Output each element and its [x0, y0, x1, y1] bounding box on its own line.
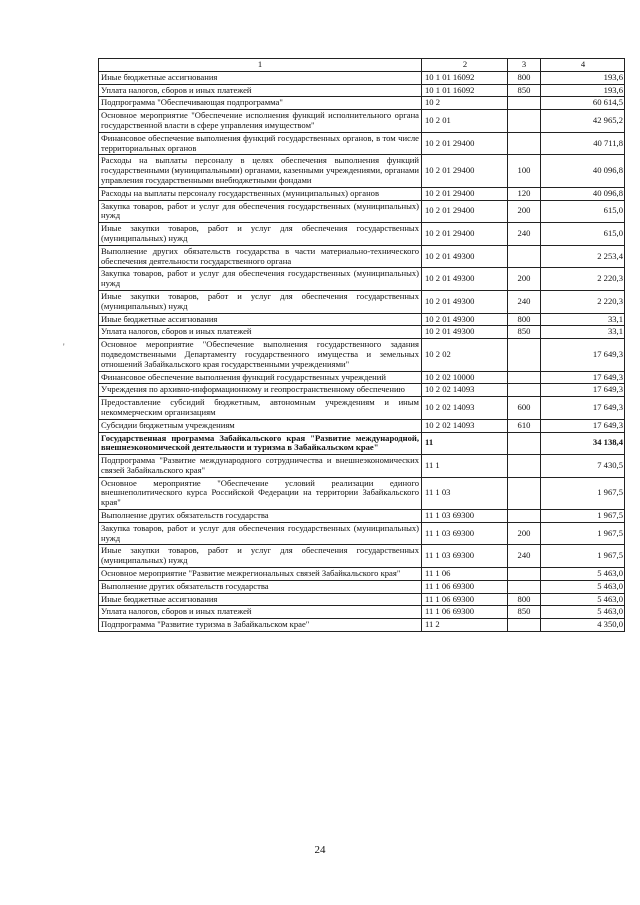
row-code-cell: 10 2 01 — [422, 110, 508, 133]
table-row — [99, 477, 625, 509]
row-sum-cell: 5 463,0 — [541, 568, 625, 581]
row-name-cell: Уплата налогов, сборов и иных платежей — [99, 84, 422, 97]
row-code-cell: 10 2 01 29400 — [422, 187, 508, 200]
row-kvr-cell — [508, 619, 541, 632]
row-name-cell: Выполнение других обязательств государства в части материально-технического обеспечения деятельности государственного органа — [99, 245, 422, 268]
row-kvr-cell — [508, 245, 541, 268]
row-sum-cell: 1 967,5 — [541, 545, 625, 568]
row-kvr-cell: 800 — [508, 593, 541, 606]
row-sum-cell: 5 463,0 — [541, 593, 625, 606]
row-kvr-cell — [508, 568, 541, 581]
table-row — [99, 313, 625, 326]
row-sum-cell: 40 096,8 — [541, 155, 625, 187]
column-header-sum: 4 — [541, 59, 625, 72]
row-code-cell: 11 — [422, 432, 508, 455]
row-name-cell: Иные закупки товаров, работ и услуг для обеспечения государственных (муниципальных) нужд — [99, 290, 422, 313]
row-code-cell: 11 1 06 69300 — [422, 606, 508, 619]
row-sum-cell: 2 220,3 — [541, 268, 625, 291]
row-kvr-cell: 240 — [508, 290, 541, 313]
row-sum-cell: 7 430,5 — [541, 455, 625, 478]
row-kvr-cell: 600 — [508, 397, 541, 420]
row-sum-cell: 17 649,3 — [541, 339, 625, 371]
row-sum-cell: 193,6 — [541, 71, 625, 84]
row-name-cell: Уплата налогов, сборов и иных платежей — [99, 606, 422, 619]
table-row — [99, 568, 625, 581]
row-kvr-cell — [508, 510, 541, 523]
page-number: 24 — [314, 844, 326, 856]
row-name-cell: Расходы на выплаты персоналу в целях обеспечения выполнения функций государственными (муниципальными) органами, казенными учреждениями, органами управления государственными внебюджетными фондами — [99, 155, 422, 187]
row-sum-cell: 33,1 — [541, 313, 625, 326]
row-name-cell: Государственная программа Забайкальского края "Развитие международной, внешнеэкономической деятельности и туризма в Забайкальском крае" — [99, 432, 422, 455]
row-code-cell: 10 1 01 16092 — [422, 84, 508, 97]
table-row — [99, 187, 625, 200]
row-code-cell: 10 2 01 49300 — [422, 290, 508, 313]
row-kvr-cell: 800 — [508, 71, 541, 84]
budget-table — [98, 58, 625, 632]
row-kvr-cell — [508, 110, 541, 133]
table-row — [99, 619, 625, 632]
row-code-cell: 10 2 02 14093 — [422, 397, 508, 420]
table-row — [99, 510, 625, 523]
row-name-cell: Учреждения по архивно-информационному и геопространственному обеспечению — [99, 384, 422, 397]
row-name-cell: Основное мероприятие "Обеспечение исполнения функций исполнительного органа государственной власти в сфере управления имуществом" — [99, 110, 422, 133]
row-kvr-cell: 200 — [508, 268, 541, 291]
row-name-cell: Иные бюджетные ассигнования — [99, 313, 422, 326]
row-sum-cell: 17 649,3 — [541, 371, 625, 384]
margin-mark: ' — [63, 342, 65, 352]
row-code-cell: 10 2 02 14093 — [422, 384, 508, 397]
table-row — [99, 200, 625, 223]
row-code-cell: 11 1 06 69300 — [422, 580, 508, 593]
row-name-cell: Финансовое обеспечение выполнения функций государственных органов, в том числе территориальных органов — [99, 132, 422, 155]
row-name-cell: Уплата налогов, сборов и иных платежей — [99, 326, 422, 339]
row-kvr-cell: 200 — [508, 522, 541, 545]
row-code-cell: 10 2 01 29400 — [422, 132, 508, 155]
row-sum-cell: 17 649,3 — [541, 419, 625, 432]
row-code-cell: 10 2 01 29400 — [422, 223, 508, 246]
row-name-cell: Иные бюджетные ассигнования — [99, 71, 422, 84]
table-header-row — [99, 59, 625, 72]
table-row — [99, 384, 625, 397]
row-name-cell: Выполнение других обязательств государства — [99, 510, 422, 523]
row-sum-cell: 42 965,2 — [541, 110, 625, 133]
row-kvr-cell — [508, 339, 541, 371]
row-kvr-cell: 850 — [508, 606, 541, 619]
row-sum-cell: 615,0 — [541, 200, 625, 223]
table-row — [99, 545, 625, 568]
row-code-cell: 11 1 03 69300 — [422, 522, 508, 545]
row-code-cell: 11 1 03 — [422, 477, 508, 509]
table-row — [99, 110, 625, 133]
row-kvr-cell — [508, 477, 541, 509]
table-row — [99, 339, 625, 371]
row-name-cell: Основное мероприятие "Развитие межрегиональных связей Забайкальского края" — [99, 568, 422, 581]
row-code-cell: 11 1 — [422, 455, 508, 478]
table-row — [99, 371, 625, 384]
row-kvr-cell: 850 — [508, 84, 541, 97]
row-kvr-cell — [508, 132, 541, 155]
row-sum-cell: 60 614,5 — [541, 97, 625, 110]
row-name-cell: Иные закупки товаров, работ и услуг для обеспечения государственных (муниципальных) нужд — [99, 545, 422, 568]
table-row — [99, 432, 625, 455]
row-kvr-cell — [508, 580, 541, 593]
row-name-cell: Подпрограмма "Развитие международного сотрудничества и внешнеэкономических связей Забайкальского края" — [99, 455, 422, 478]
row-name-cell: Основное мероприятие "Обеспечение выполнения государственного задания подведомственными Департаменту государственного имущества и земельных отношений Забайкальского края государственными учреждениями" — [99, 339, 422, 371]
row-code-cell: 10 2 01 49300 — [422, 268, 508, 291]
table-row — [99, 245, 625, 268]
table-row — [99, 419, 625, 432]
row-sum-cell: 40 711,8 — [541, 132, 625, 155]
column-header-name: 1 — [99, 59, 422, 72]
row-kvr-cell: 100 — [508, 155, 541, 187]
table-row — [99, 71, 625, 84]
row-code-cell: 11 1 06 69300 — [422, 593, 508, 606]
table-row — [99, 223, 625, 246]
table-row — [99, 522, 625, 545]
row-code-cell: 10 2 01 49300 — [422, 313, 508, 326]
row-kvr-cell — [508, 371, 541, 384]
row-sum-cell: 2 253,4 — [541, 245, 625, 268]
table-row — [99, 97, 625, 110]
row-code-cell: 11 1 06 — [422, 568, 508, 581]
row-kvr-cell — [508, 455, 541, 478]
row-name-cell: Подпрограмма "Обеспечивающая подпрограмма" — [99, 97, 422, 110]
table-row — [99, 290, 625, 313]
table-row — [99, 397, 625, 420]
table-row — [99, 268, 625, 291]
table-row — [99, 155, 625, 187]
row-kvr-cell — [508, 97, 541, 110]
row-sum-cell: 193,6 — [541, 84, 625, 97]
row-code-cell: 11 2 — [422, 619, 508, 632]
row-sum-cell: 33,1 — [541, 326, 625, 339]
row-kvr-cell — [508, 432, 541, 455]
row-name-cell: Основное мероприятие "Обеспечение условий реализации единого внешнеполитического курса Российской Федерации на территории Забайкальского края" — [99, 477, 422, 509]
row-sum-cell: 5 463,0 — [541, 580, 625, 593]
row-name-cell: Закупка товаров, работ и услуг для обеспечения государственных (муниципальных) нужд — [99, 268, 422, 291]
table-row — [99, 580, 625, 593]
row-sum-cell: 1 967,5 — [541, 510, 625, 523]
row-kvr-cell: 240 — [508, 223, 541, 246]
row-name-cell: Иные закупки товаров, работ и услуг для обеспечения государственных (муниципальных) нужд — [99, 223, 422, 246]
row-code-cell: 10 2 — [422, 97, 508, 110]
row-name-cell: Предоставление субсидий бюджетным, автономным учреждениям и иным некоммерческим организациям — [99, 397, 422, 420]
row-code-cell: 10 2 02 — [422, 339, 508, 371]
row-code-cell: 10 1 01 16092 — [422, 71, 508, 84]
table-row — [99, 84, 625, 97]
row-sum-cell: 1 967,5 — [541, 522, 625, 545]
row-code-cell: 10 2 01 29400 — [422, 155, 508, 187]
row-kvr-cell — [508, 384, 541, 397]
row-kvr-cell: 200 — [508, 200, 541, 223]
row-name-cell: Выполнение других обязательств государства — [99, 580, 422, 593]
row-sum-cell: 1 967,5 — [541, 477, 625, 509]
row-name-cell: Закупка товаров, работ и услуг для обеспечения государственных (муниципальных) нужд — [99, 522, 422, 545]
row-code-cell: 10 2 01 29400 — [422, 200, 508, 223]
column-header-kvr: 3 — [508, 59, 541, 72]
row-kvr-cell: 610 — [508, 419, 541, 432]
row-sum-cell: 40 096,8 — [541, 187, 625, 200]
row-kvr-cell: 850 — [508, 326, 541, 339]
table-row — [99, 132, 625, 155]
table-row — [99, 455, 625, 478]
row-kvr-cell: 240 — [508, 545, 541, 568]
table-row — [99, 326, 625, 339]
row-name-cell: Подпрограмма "Развитие туризма в Забайкальском крае" — [99, 619, 422, 632]
row-sum-cell: 2 220,3 — [541, 290, 625, 313]
row-code-cell: 10 2 02 14093 — [422, 419, 508, 432]
row-code-cell: 11 1 03 69300 — [422, 510, 508, 523]
row-name-cell: Финансовое обеспечение выполнения функций государственных учреждений — [99, 371, 422, 384]
table-row — [99, 606, 625, 619]
row-name-cell: Закупка товаров, работ и услуг для обеспечения государственных (муниципальных) нужд — [99, 200, 422, 223]
row-name-cell: Иные бюджетные ассигнования — [99, 593, 422, 606]
row-sum-cell: 5 463,0 — [541, 606, 625, 619]
row-sum-cell: 615,0 — [541, 223, 625, 246]
table-body — [99, 71, 625, 631]
row-name-cell: Субсидии бюджетным учреждениям — [99, 419, 422, 432]
row-code-cell: 10 2 01 49300 — [422, 245, 508, 268]
row-sum-cell: 34 138,4 — [541, 432, 625, 455]
row-code-cell: 10 2 02 10000 — [422, 371, 508, 384]
row-code-cell: 10 2 01 49300 — [422, 326, 508, 339]
row-name-cell: Расходы на выплаты персоналу государственных (муниципальных) органов — [99, 187, 422, 200]
column-header-code: 2 — [422, 59, 508, 72]
row-sum-cell: 4 350,0 — [541, 619, 625, 632]
row-kvr-cell: 800 — [508, 313, 541, 326]
table-row — [99, 593, 625, 606]
row-sum-cell: 17 649,3 — [541, 397, 625, 420]
row-sum-cell: 17 649,3 — [541, 384, 625, 397]
row-code-cell: 11 1 03 69300 — [422, 545, 508, 568]
row-kvr-cell: 120 — [508, 187, 541, 200]
